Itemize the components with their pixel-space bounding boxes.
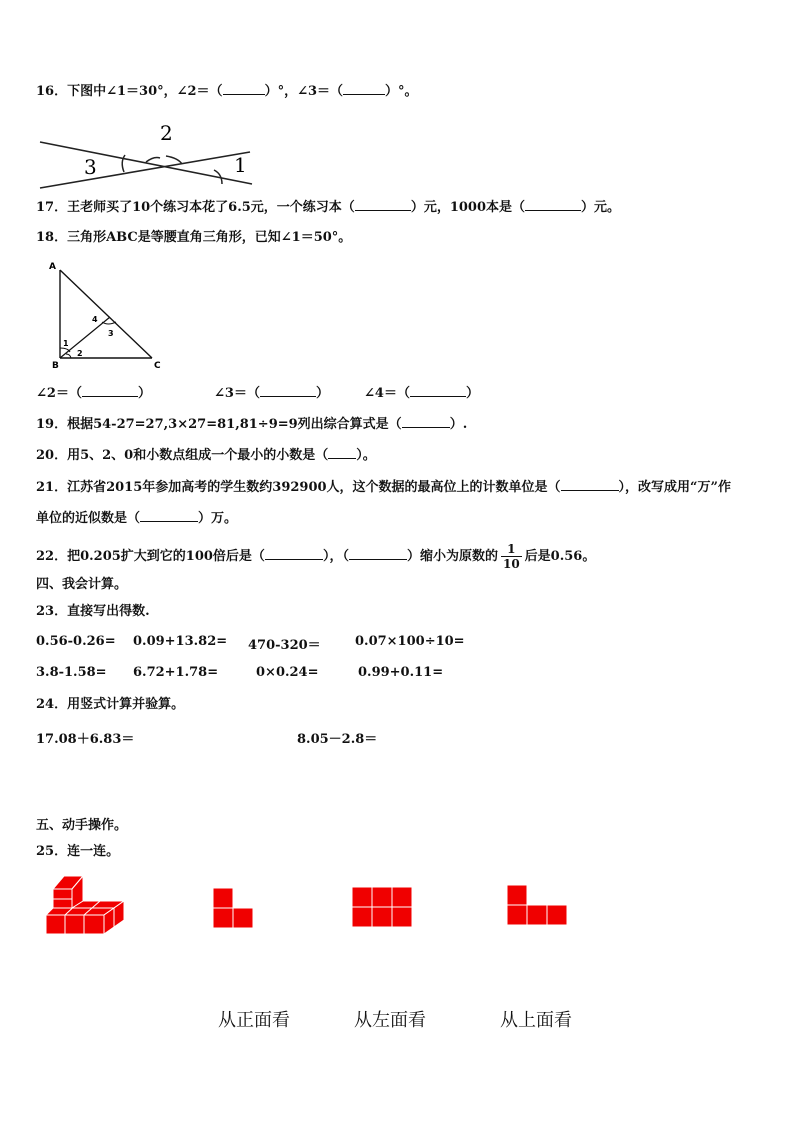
q25-title: 25．连一连。 (36, 844, 120, 859)
q21-blank-2[interactable] (140, 509, 198, 522)
q24-expr-1: 17.08＋6.83＝ (36, 732, 135, 747)
q25-view-label-front: 从正面看 (218, 1010, 290, 1031)
q18-blank-angle4[interactable] (410, 384, 466, 397)
q18-label-A: A (49, 262, 56, 272)
q18-angle-4: 4 (92, 315, 98, 324)
q16-label-2: 2 (160, 121, 173, 145)
q20-blank[interactable] (328, 446, 356, 459)
q16-label-3: 3 (84, 155, 97, 179)
q18-label-B: B (52, 361, 59, 371)
q18-answer-angle4: ∠4＝（ ） (364, 386, 479, 401)
q23-r2-c2: 6.72+1.78= (133, 665, 219, 680)
q23-title: 23．直接写出得数. (36, 604, 150, 619)
q16-text: 16．下图中∠1＝30°，∠2＝（ ）°，∠3＝（ ）°。 (36, 84, 418, 99)
q20-text: 20．用5、2、0和小数点组成一个最小的小数是（ ）。 (36, 448, 376, 463)
q22-text: 22．把0.205扩大到它的100倍后是（ ），（ ）缩小为原数的 $\frac{1}{10}$ 后是0.56。 (36, 542, 596, 571)
q19-text: 19．根据54-27=27,3×27=81,81÷9=9列出综合算式是（ ）. (36, 417, 468, 432)
q18-blank-angle2[interactable] (82, 384, 138, 397)
q18-answer-angle3: ∠3＝（ ） (214, 386, 329, 401)
q21-text-line2: 单位的近似数是（ ）万。 (36, 511, 238, 526)
q22-blank-1[interactable] (265, 547, 323, 560)
section-4-title: 四、我会计算。 (36, 577, 128, 592)
q25-cube-stack (44, 872, 134, 936)
q18-triangle-figure (44, 260, 184, 372)
q23-r2-c3: 0×0.24= (256, 665, 319, 680)
q23-r1-c1: 0.56-0.26= (36, 634, 116, 649)
q25-view-label-top: 从上面看 (500, 1010, 572, 1031)
q23-r2-c4: 0.99+0.11= (358, 665, 444, 680)
q18-answer-angle2: ∠2＝（ ） (36, 386, 151, 401)
q16-angle-figure (36, 120, 266, 190)
q18-text: 18．三角形ABC是等腰直角三角形，已知∠1＝50°。 (36, 230, 352, 245)
q18-blank-angle3[interactable] (260, 384, 316, 397)
q23-r2-c1: 3.8-1.58= (36, 665, 107, 680)
q21-text: 21．江苏省2015年参加高考的学生数约392900人，这个数据的最高位上的计数单位是（ ），改写成用“万”作 (36, 480, 732, 495)
q24-expr-2: 8.05－2.8＝ (297, 732, 378, 747)
q22-blank-2[interactable] (349, 547, 407, 560)
q23-r1-c3: 470-320＝ (248, 638, 321, 653)
q25-view-shape-2 (351, 886, 413, 928)
q24-title: 24．用竖式计算并验算。 (36, 697, 185, 712)
q16-blank-angle3[interactable] (343, 82, 385, 95)
q23-r1-c4: 0.07×100÷10= (355, 634, 465, 649)
q19-blank[interactable] (402, 415, 450, 428)
q18-angle-3: 3 (108, 329, 114, 338)
q23-r1-c2: 0.09+13.82= (133, 634, 228, 649)
q25-view-shape-3 (506, 884, 568, 926)
q22-fraction: $\frac{1}{10}$ (502, 542, 520, 571)
q17-blank-1[interactable] (355, 198, 411, 211)
q16-blank-angle2[interactable] (223, 82, 265, 95)
q25-view-shape-1 (212, 887, 256, 929)
q25-view-label-left: 从左面看 (354, 1010, 426, 1031)
section-5-title: 五、动手操作。 (36, 818, 128, 833)
q18-angle-1: 1 (63, 339, 69, 348)
q17-text: 17．王老师买了10个练习本花了6.5元，一个练习本（ ）元，1000本是（ ）元。 (36, 200, 621, 215)
q16-label-1: 1 (234, 153, 247, 177)
q21-blank-1[interactable] (561, 478, 619, 491)
q18-angle-2: 2 (77, 349, 83, 358)
q17-blank-2[interactable] (525, 198, 581, 211)
q18-label-C: C (154, 361, 161, 371)
